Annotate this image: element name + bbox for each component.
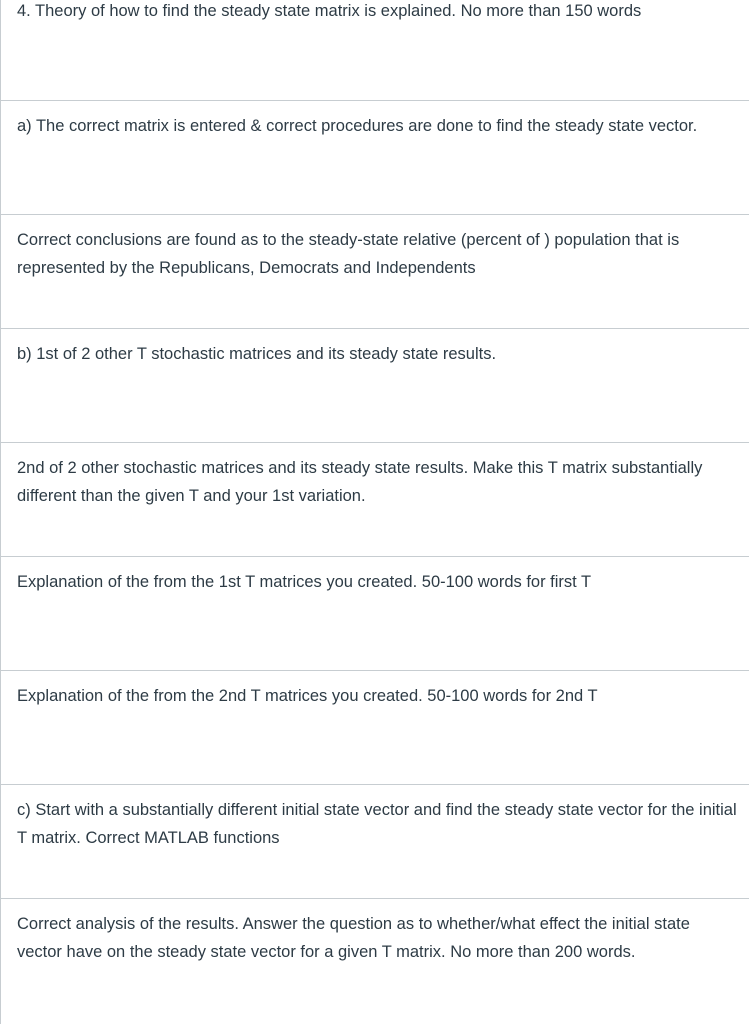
- criterion-description: 4. Theory of how to find the steady state matrix is explained. No more than 150 words: [17, 2, 642, 20]
- criterion-description: Explanation of the from the 2nd T matrices you created. 50-100 words for 2nd T: [17, 687, 598, 705]
- rubric-row-second-explanation: [1, 670, 749, 784]
- rubric-row-second-matrix: [1, 442, 749, 556]
- criterion-description: Correct conclusions are found as to the steady-state relative (percent of ) population that is represented by the Republicans, Democrats and Independents: [17, 231, 680, 277]
- criterion-description: Explanation of the from the 1st T matrices you created. 50-100 words for first T: [17, 573, 592, 591]
- criterion-description: b) 1st of 2 other T stochastic matrices and its steady state results.: [17, 345, 497, 363]
- criterion-description: 2nd of 2 other stochastic matrices and its steady state results. Make this T matrix substantially different than the given T and your 1st variation.: [17, 459, 703, 505]
- criterion-description: c) Start with a substantially different initial state vector and find the steady state vector for the initial T matrix. Correct MATLAB functions: [17, 801, 737, 847]
- rubric-row-first-matrix: [1, 328, 749, 442]
- rubric-row-conclusions: [1, 214, 749, 328]
- rubric-row-analysis: [1, 898, 749, 1024]
- criterion-description: a) The correct matrix is entered & correct procedures are done to find the steady state vector.: [17, 117, 698, 135]
- rubric-row-theory: [1, 0, 749, 100]
- rubric-row-first-explanation: [1, 556, 749, 670]
- rubric-row-correct-matrix: [1, 100, 749, 214]
- criterion-description: Correct analysis of the results. Answer the question as to whether/what effect the initial state vector have on the steady state vector for a given T matrix. No more than 200 words.: [17, 915, 690, 961]
- rubric-row-initial-state: [1, 784, 749, 898]
